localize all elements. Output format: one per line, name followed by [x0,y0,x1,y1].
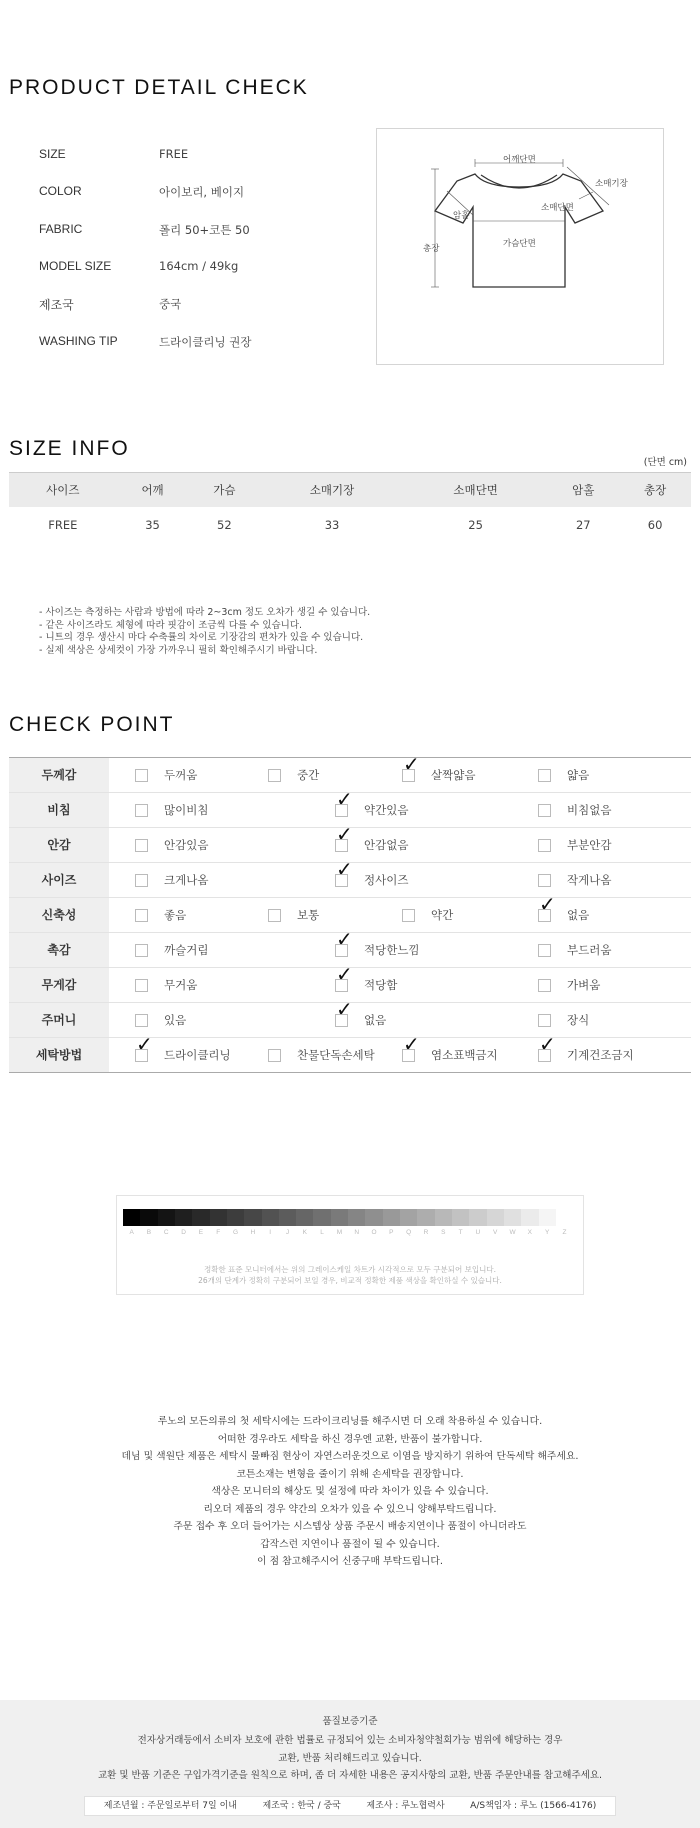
footer-text [0,1732,700,1785]
grayscale-letter: S [441,1229,446,1236]
size-cell: 33 [324,517,340,532]
check-option-label: 있음 [164,1013,187,1027]
grayscale-card [116,1195,584,1295]
grayscale-swatch [435,1209,452,1226]
detail-key: COLOR [39,184,82,199]
check-row-label: 신축성 [9,898,109,932]
grayscale-swatch [175,1209,192,1226]
grayscale-letters [123,1229,573,1236]
checkbox[interactable] [538,839,551,852]
grayscale-description [117,1264,583,1286]
size-info-title: SIZE INFO [9,437,130,460]
check-row-label: 사이즈 [9,863,109,897]
check-option-label: 살짝얇음 [431,768,476,782]
grayscale-swatch [192,1209,209,1226]
grayscale-letter: N [354,1229,360,1236]
grayscale-swatch [521,1209,538,1226]
grayscale-letter: H [250,1229,256,1236]
table-row [9,507,691,543]
grayscale-letter: G [233,1229,239,1236]
check-option-label: 부분안감 [567,838,612,852]
notice-line: 갑작스런 지연이나 품절이 될 수 있습니다. [260,1538,440,1550]
size-table-body [9,507,691,543]
detail-key: 제조국 [39,298,74,313]
detail-key: MODEL SIZE [39,258,112,273]
checkbox[interactable] [268,1049,281,1062]
product-detail-title: PRODUCT DETAIL CHECK [9,76,309,99]
notice-line: 데님 및 색원단 제품은 세탁시 물빠짐 현상이 자연스러운것으로 이염을 방지하기 위하여 단독세탁 해주세요. [121,1451,579,1462]
grayscale-swatch [487,1209,504,1226]
check-icon: ✓ [403,1032,420,1056]
grayscale-swatch [452,1209,469,1226]
check-option-label: 크게나옴 [164,873,209,887]
size-diagram [376,128,664,365]
unit-note: (단면 cm) [643,457,687,468]
notice-line: 주문 접수 후 오더 들어가는 시스템상 상품 주문시 배송지연이나 품절이 아니더라도 [173,1521,527,1532]
grayscale-swatch [348,1209,365,1226]
grayscale-letter: B [146,1229,152,1236]
grayscale-letter: I [269,1229,272,1236]
grayscale-letter: W [509,1229,516,1236]
grayscale-letter: Y [544,1229,550,1236]
detail-value: 폴리 50+코튼 50 [159,222,250,237]
quality-footer [0,1700,700,1828]
check-icon: ✓ [336,787,353,811]
grayscale-letter: P [389,1229,394,1236]
check-option-label: 약간 [431,908,454,922]
notice-line: 이 점 참고해주시어 신중구매 부탁드립니다. [257,1556,443,1567]
size-note: - 사이즈는 측정하는 사람과 방법에 따라 2~3cm 정도 오차가 생길 수 있습니다. [39,607,371,618]
grayscale-letter: Q [406,1229,412,1236]
checkbox[interactable] [538,804,551,817]
checkbox[interactable] [135,1014,148,1027]
check-row [9,1032,691,1073]
grayscale-swatch [417,1209,434,1226]
size-table-header [9,473,691,507]
check-option-label: 두꺼움 [164,768,198,782]
footer-info-item: A/S책임자 : 루노 (1566-4176) [470,1801,597,1811]
check-point-table [9,752,691,1073]
check-point-title: CHECK POINT [9,713,175,736]
grayscale-letter: T [458,1229,463,1236]
grayscale-swatch [331,1209,348,1226]
grayscale-letter: L [320,1229,324,1236]
size-header-cell: 가슴 [188,473,260,507]
checkbox[interactable] [135,839,148,852]
detail-value: 164cm / 49kg [159,258,239,273]
size-cell: 60 [647,517,663,532]
grayscale-letter: E [198,1229,204,1236]
size-notes [39,607,370,657]
check-row-label: 비침 [9,793,109,827]
size-cell: 25 [468,517,483,532]
grayscale-swatch [296,1209,313,1226]
grayscale-letter: M [336,1229,343,1236]
check-option-label: 기계건조금지 [567,1048,634,1062]
grayscale-swatch [539,1209,556,1226]
detail-key: WASHING TIP [39,333,118,348]
grayscale-letter: X [527,1229,533,1236]
checkbox[interactable] [135,944,148,957]
footer-info-item: 제조사 : 루노협력사 [366,1801,445,1811]
detail-value: 아이보리, 베이지 [159,185,245,200]
check-option-label: 중간 [297,768,320,782]
grayscale-swatch [504,1209,521,1226]
grayscale-swatch [365,1209,382,1226]
footer-line: 교환, 반품 처리해드리고 있습니다. [278,1752,422,1764]
care-notice [0,1413,700,1571]
notice-line: 코튼소재는 변형을 줄이기 위해 손세탁을 권장합니다. [236,1468,464,1480]
check-row-label: 주머니 [9,1003,109,1037]
grayscale-swatch [383,1209,400,1226]
sleeve-width-label: 소매단면 [541,203,574,213]
notice-line: 어떠한 경우라도 세탁을 하신 경우엔 교환, 반품이 불가합니다. [217,1433,483,1445]
check-option-label: 가벼움 [567,978,601,992]
grayscale-swatch [313,1209,330,1226]
size-header-cell: 어깨 [117,473,189,507]
size-cell: 52 [217,517,232,532]
grayscale-letter: U [475,1229,481,1236]
check-icon: ✓ [539,892,556,916]
grayscale-swatch [400,1209,417,1226]
checkbox[interactable] [135,874,148,887]
grayscale-swatch [469,1209,486,1226]
checkbox[interactable] [135,804,148,817]
grayscale-letter: J [285,1229,290,1236]
check-option-label: 장식 [567,1013,590,1027]
check-row-label: 세탁방법 [9,1038,109,1072]
length-label: 총장 [423,244,440,254]
checkbox[interactable] [268,769,281,782]
checkbox[interactable] [135,909,148,922]
checkbox[interactable] [402,909,415,922]
check-row [9,857,691,898]
chest-label: 가슴단면 [503,239,536,249]
grayscale-swatch [279,1209,296,1226]
size-cell: 35 [145,517,160,532]
grayscale-line-2: 26개의 단계가 정확히 구분되어 보일 경우, 비교적 정확한 제품 색상을 확인하실 수 있습니다. [198,1276,502,1285]
size-note: - 같은 사이즈라도 체형에 따라 핏감이 조금씩 다를 수 있습니다. [39,619,303,631]
grayscale-swatch [244,1209,261,1226]
grayscale-letter: K [302,1229,307,1236]
check-option-label: 무거움 [164,978,198,992]
size-cell: 27 [575,517,591,532]
footer-info-item: 제조년월 : 주문일로부터 7일 이내 [103,1801,237,1811]
check-row [9,997,691,1038]
check-option-label: 드라이클리닝 [164,1048,231,1062]
size-table [9,472,691,543]
check-row-label: 안감 [9,828,109,862]
check-option-label: 정사이즈 [364,873,409,887]
grayscale-bar [123,1209,573,1226]
grayscale-letter: C [163,1229,169,1236]
check-icon: ✓ [539,1032,556,1056]
check-row-label: 두께감 [9,758,109,792]
checkbox[interactable] [268,909,281,922]
grayscale-letter: Z [562,1229,567,1236]
size-note: - 실제 색상은 상세컷이 가장 가까우니 필히 확인해주시기 바랍니다. [39,644,318,656]
check-option-label: 많이비침 [164,803,209,817]
check-icon: ✓ [336,927,353,951]
size-header-cell: 사이즈 [9,473,117,507]
checkbox[interactable] [538,874,551,887]
check-option-label: 없음 [567,908,590,922]
check-option-label: 염소표백금지 [431,1048,498,1062]
size-header-cell: 총장 [619,473,691,507]
check-option-label: 얇음 [567,768,590,782]
armhole-label: 암홀 [453,211,470,221]
check-option-label: 보통 [297,908,320,922]
check-option-label: 찬물단독손세탁 [297,1048,375,1062]
checkbox[interactable] [135,979,148,992]
grayscale-line-1: 정확한 표준 모니터에서는 위의 그레이스케일 차트가 시각적으로 모두 구분되어 보입니다. [204,1265,496,1274]
check-icon: ✓ [336,857,353,881]
check-option-label: 약간있음 [364,803,409,817]
grayscale-letter: O [371,1229,377,1236]
grayscale-swatch [556,1209,573,1226]
size-header-cell: 소매단면 [404,473,548,507]
check-option-label: 작게나옴 [567,873,612,887]
footer-info-box [84,1796,616,1816]
grayscale-swatch [123,1209,140,1226]
grayscale-swatch [140,1209,157,1226]
detail-value: 중국 [159,297,182,312]
checkbox[interactable] [538,1014,551,1027]
notice-line: 루노의 모든의류의 첫 세탁시에는 드라이크리닝를 해주시면 더 오래 착용하실 수 있습니다. [157,1416,543,1427]
notice-line: 리오더 제품의 경우 약간의 오차가 있을 수 있으니 양해부탁드립니다. [203,1503,497,1515]
check-row-label: 촉감 [9,933,109,967]
checkbox[interactable] [135,769,148,782]
size-header-cell: 암홀 [547,473,619,507]
notice-line: 색상은 모니터의 해상도 및 설정에 따라 차이가 있을 수 있습니다. [211,1486,489,1497]
check-option-label: 좋음 [164,908,187,922]
check-option-label: 까슬거림 [164,943,209,957]
grayscale-swatch [262,1209,279,1226]
detail-key: FABRIC [39,221,83,236]
check-option-label: 부드러움 [567,943,612,957]
size-header-cell: 소매기장 [260,473,404,507]
grayscale-swatch [210,1209,227,1226]
detail-value: FREE [159,147,189,161]
check-icon: ✓ [403,752,420,776]
check-icon: ✓ [336,822,353,846]
check-option-label: 적당한느낌 [364,943,420,957]
check-icon: ✓ [136,1032,153,1056]
grayscale-swatch [158,1209,175,1226]
footer-info-item: 제조국 : 한국 / 중국 [262,1801,341,1811]
check-icon: ✓ [336,997,353,1021]
checkbox[interactable] [538,944,551,957]
check-icon: ✓ [336,962,353,986]
check-option-label: 적당함 [364,978,398,992]
grayscale-letter: R [423,1229,429,1236]
grayscale-letter: V [493,1229,498,1236]
grayscale-swatch [227,1209,244,1226]
footer-line: 교환 및 반품 기준은 구입가격기준을 원칙으로 하며, 좀 더 자세한 내용은 공지사항의 교환, 반품 주문안내를 참고해주세요. [97,1770,603,1781]
grayscale-letter: D [181,1229,186,1236]
checkbox[interactable] [538,769,551,782]
check-option-label: 안감없음 [364,838,409,852]
footer-line: 전자상거래등에서 소비자 보호에 관한 법률로 규정되어 있는 소비자청약철회가능 범위에 해당하는 경우 [137,1735,563,1746]
check-option-label: 안감있음 [164,838,209,852]
detail-value: 드라이클리닝 권장 [159,334,252,349]
size-cell: FREE [48,517,78,532]
grayscale-letter: A [129,1229,134,1236]
size-note: - 니트의 경우 생산시 마다 수축률의 차이로 기장감의 편차가 있을 수 있습니다. [39,632,364,643]
detail-key: SIZE [39,147,66,161]
check-option-label: 없음 [364,1013,387,1027]
footer-title: 품질보증기준 [322,1716,378,1727]
check-option-label: 비침없음 [567,803,612,817]
checkbox[interactable] [538,979,551,992]
sleeve-length-label: 소매기장 [595,179,628,189]
check-row-label: 무게감 [9,968,109,1002]
grayscale-letter: F [216,1229,221,1236]
shoulder-label: 어깨단면 [503,155,536,165]
